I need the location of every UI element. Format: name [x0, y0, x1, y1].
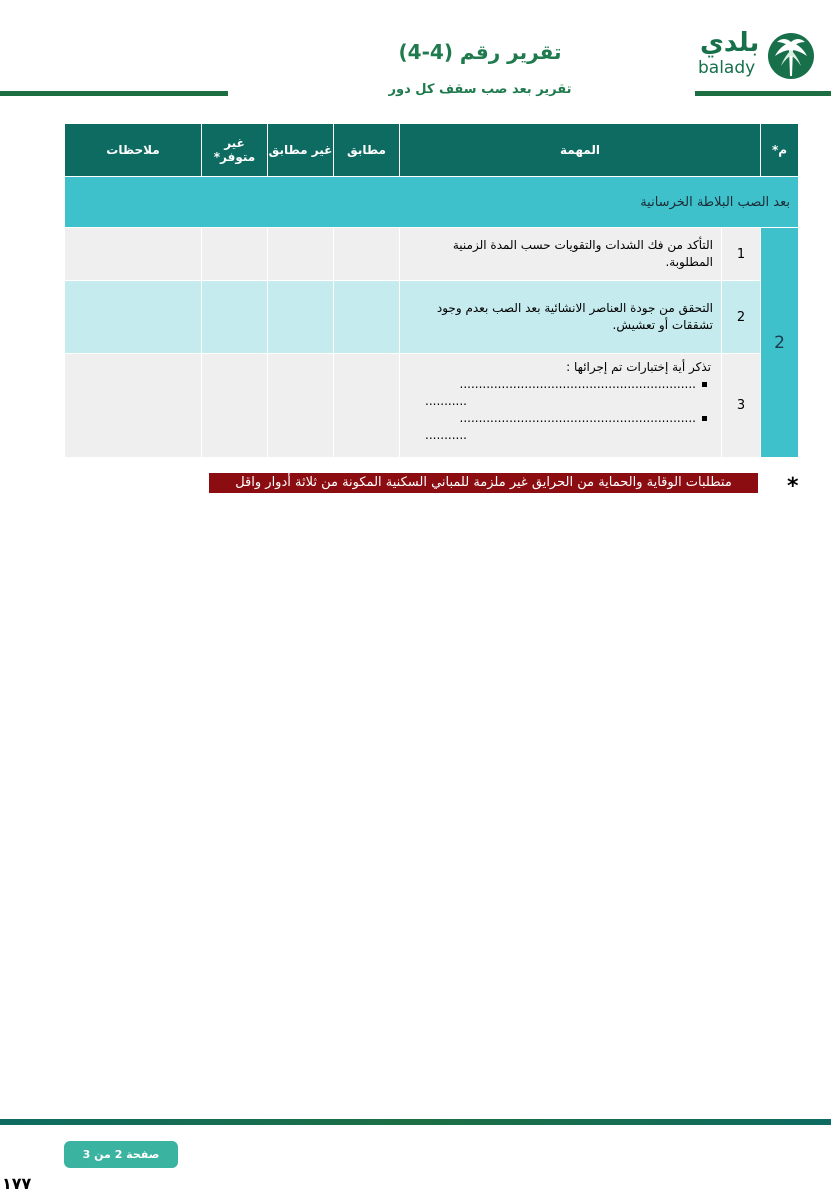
notes-cell[interactable] — [65, 281, 202, 354]
task-cell — [400, 228, 761, 281]
dots-line: ........... — [425, 394, 467, 408]
row-index: 2 — [721, 281, 760, 353]
task-text: التحقق من جودة العناصر الانشائية بعد الصب بعدم وجود تشققات أو تعشيش. — [436, 301, 713, 332]
task-text: التأكد من فك الشدات والتقويات حسب المدة الزمنية المطلوبة. — [452, 238, 713, 269]
header-divider-right — [695, 91, 831, 96]
logo-arabic-text: بلدي — [700, 28, 760, 58]
dots-line: ........... — [425, 428, 467, 442]
header-not-available: غير متوفر* — [202, 124, 268, 177]
group-number: 2 — [761, 228, 799, 458]
footnote-text: متطلبات الوقاية والحماية من الحرايق غير ملزمة للمباني السكنية المكونة من ثلاثة أدوار واقل — [209, 473, 758, 493]
header-divider-left — [0, 91, 228, 96]
task-cell — [400, 354, 761, 458]
dots-line: .............................................................. — [459, 377, 696, 391]
table-header-row — [65, 124, 799, 177]
section-title: بعد الصب البلاطة الخرسانية — [65, 177, 799, 228]
task-text: تذكر أية إختبارات تم إجرائها : — [566, 360, 711, 374]
palm-icon — [767, 30, 815, 82]
table-row — [65, 281, 799, 354]
header-notes: ملاحظات — [65, 124, 202, 177]
row-index: 3 — [721, 354, 760, 457]
not-available-cell[interactable] — [202, 281, 268, 354]
compliant-cell[interactable] — [334, 228, 400, 281]
page-number: ١٧٧ — [2, 1174, 32, 1193]
compliant-cell[interactable] — [334, 281, 400, 354]
bullet-icon — [702, 416, 707, 421]
balady-logo — [695, 28, 820, 86]
footnote-star: * — [787, 474, 799, 499]
dots-line: .............................................................. — [459, 411, 696, 425]
row-index: 1 — [721, 228, 760, 280]
report-title: تقرير رقم (4-4) — [398, 40, 562, 64]
footer-divider — [0, 1119, 831, 1125]
header-index: م* — [761, 124, 799, 177]
header-non-compliant: غير مطابق — [268, 124, 334, 177]
header-task: المهمة — [400, 124, 761, 177]
inspection-table — [64, 123, 799, 458]
non-compliant-cell[interactable] — [268, 354, 334, 458]
header-compliant: مطابق — [334, 124, 400, 177]
test-line-1b — [425, 393, 711, 410]
bullet-icon — [702, 382, 707, 387]
test-line-2b — [425, 427, 711, 444]
task-text-block — [400, 354, 721, 457]
task-cell — [400, 281, 761, 354]
non-compliant-cell[interactable] — [268, 281, 334, 354]
notes-cell[interactable] — [65, 354, 202, 458]
logo-latin-text: balady — [698, 58, 756, 78]
section-row — [65, 177, 799, 228]
compliant-cell[interactable] — [334, 354, 400, 458]
report-subtitle: تقرير بعد صب سقف كل دور — [388, 82, 572, 97]
not-available-cell[interactable] — [202, 228, 268, 281]
page-indicator: صفحة 2 من 3 — [64, 1141, 178, 1168]
table-row — [65, 228, 799, 281]
non-compliant-cell[interactable] — [268, 228, 334, 281]
not-available-cell[interactable] — [202, 354, 268, 458]
table-row — [65, 354, 799, 458]
test-line-2 — [400, 410, 711, 427]
test-line-1 — [400, 376, 711, 393]
notes-cell[interactable] — [65, 228, 202, 281]
